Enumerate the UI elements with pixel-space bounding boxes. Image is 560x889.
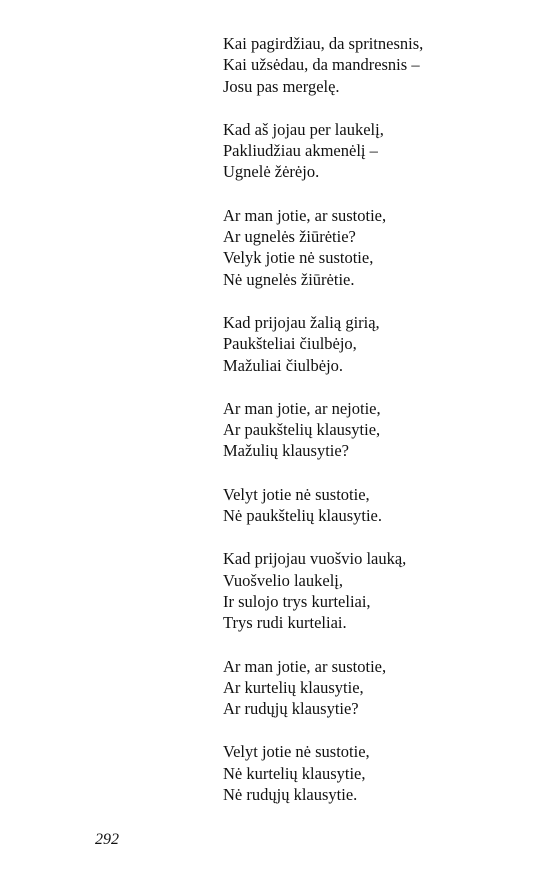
poem-line: Ar rudųjų klausytie? [223,699,359,719]
stanza-5 [223,398,543,462]
poem-line: Ar man jotie, ar sustotie, [223,205,387,225]
poem-line: Kad prijojau vuošvio lauką, [223,549,407,569]
poem-line: Nė paukštelių klausytie. [223,506,383,526]
poem-line: Pakliudžiau akmenėlį – [223,141,378,161]
stanza-3 [223,205,543,290]
poem-line: Ar kurtelių klausytie, [223,677,364,697]
stanza-7 [223,548,543,633]
poem-line: Nė rudųjų klausytie. [223,785,358,805]
poem-line: Trys rudi kurteliai. [223,613,347,633]
poem-line: Ar ugnelės žiūrėtie? [223,227,356,247]
poem-line: Kad aš jojau per laukelį, [223,119,384,139]
stanza-2 [223,119,543,183]
poem-line: Ar man jotie, ar nejotie, [223,398,381,418]
stanza-6 [223,484,543,527]
poem-line: Josu pas mergelę. [223,76,340,96]
poem-line: Ar paukštelių klausytie, [223,420,381,440]
poem-line: Vuošvelio laukelį, [223,570,343,590]
stanza-4 [223,312,543,376]
poem-line: Velyk jotie nė sustotie, [223,248,374,268]
poem-line: Mažulių klausytie? [223,441,350,461]
stanza-9 [223,741,543,805]
poem-line: Ugnelė žėrėjo. [223,162,320,182]
poem-line: Paukšteliai čiulbėjo, [223,334,357,354]
stanza-8 [223,656,543,720]
poem [223,33,543,827]
poem-line: Kad prijojau žalią girią, [223,312,380,332]
poem-line: Nė kurtelių klausytie, [223,763,366,783]
poem-line: Mažuliai čiulbėjo. [223,355,344,375]
poem-line: Velyt jotie nė sustotie, [223,484,370,504]
poem-line: Ir sulojo trys kurteliai, [223,591,371,611]
poem-line: Kai užsėdau, da mandresnis – [223,55,420,75]
poem-line: Kai pagirdžiau, da spritnesnis, [223,34,424,53]
poem-line: Ar man jotie, ar sustotie, [223,656,387,676]
stanza-1 [223,33,543,97]
page-number: 292 [95,831,119,848]
poem-line: Velyt jotie nė sustotie, [223,742,370,762]
poem-line: Nė ugnelės žiūrėtie. [223,269,355,289]
